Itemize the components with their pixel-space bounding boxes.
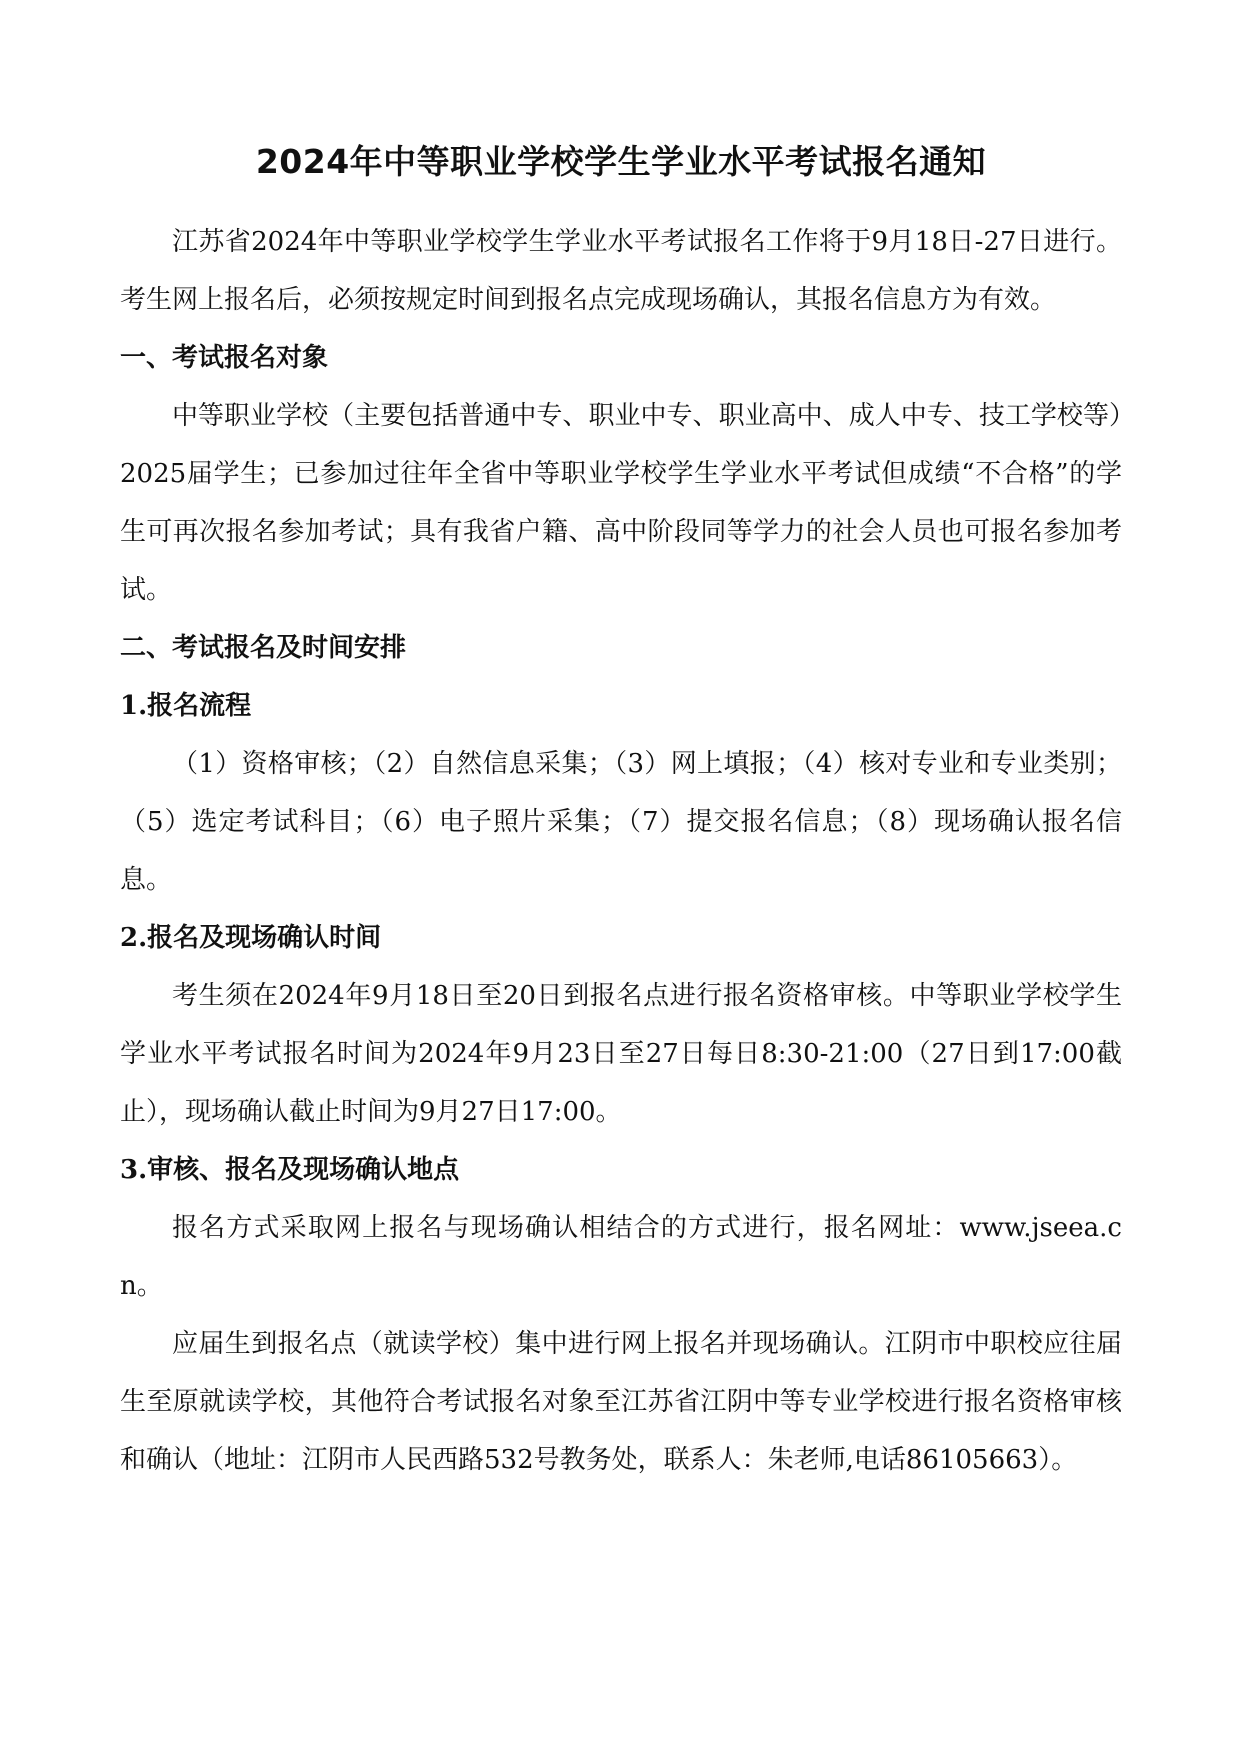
section-2-heading: 二、考试报名及时间安排 bbox=[120, 633, 407, 663]
subsection-2-paragraph: 考生须在2024年9月18日至20日到报名点进行报名资格审核。中等职业学校学生学业水平考试报名时间为2024年9月23日至27日每日8:30-21:00（27日到17:00截止），现场确认截止时间为9月27日17:00。 bbox=[120, 981, 1122, 1127]
section-1-paragraph: 中等职业学校（主要包括普通中专、职业中专、职业高中、成人中专、技工学校等）2025届学生；已参加过往年全省中等职业学校学生学业水平考试但成绩“不合格”的学生可再次报名参加考试；具有我省户籍、高中阶段同等学力的社会人员也可报名参加考试。 bbox=[120, 401, 1122, 605]
section-1-heading: 一、考试报名对象 bbox=[120, 343, 329, 373]
intro-paragraph: 江苏省2024年中等职业学校学生学业水平考试报名工作将于9月18日-27日进行。考生网上报名后，必须按规定时间到报名点完成现场确认，其报名信息方为有效。 bbox=[120, 227, 1122, 315]
subsection-1-paragraph: （1）资格审核；（2）自然信息采集；（3）网上填报；（4）核对专业和专业类别；（5）选定考试科目；（6）电子照片采集；（7）提交报名信息；（8）现场确认报名信息。 bbox=[120, 749, 1122, 895]
subsection-2-heading: 2.报名及现场确认时间 bbox=[120, 923, 382, 953]
subsection-3-paragraph-website: 报名方式采取网上报名与现场确认相结合的方式进行，报名网址：www.jseea.cn。 bbox=[120, 1213, 1122, 1301]
subsection-3-paragraph-location: 应届生到报名点（就读学校）集中进行网上报名并现场确认。江阴市中职校应往届生至原就读学校，其他符合考试报名对象至江苏省江阴中等专业学校进行报名资格审核和确认（地址：江阴市人民西路532号教务处，联系人：朱老师,电话86105663）。 bbox=[120, 1329, 1122, 1475]
subsection-1-heading: 1.报名流程 bbox=[120, 691, 252, 721]
document-title: 2024年中等职业学校学生学业水平考试报名通知 bbox=[255, 142, 987, 181]
subsection-3-heading: 3.审核、报名及现场确认地点 bbox=[120, 1155, 460, 1185]
